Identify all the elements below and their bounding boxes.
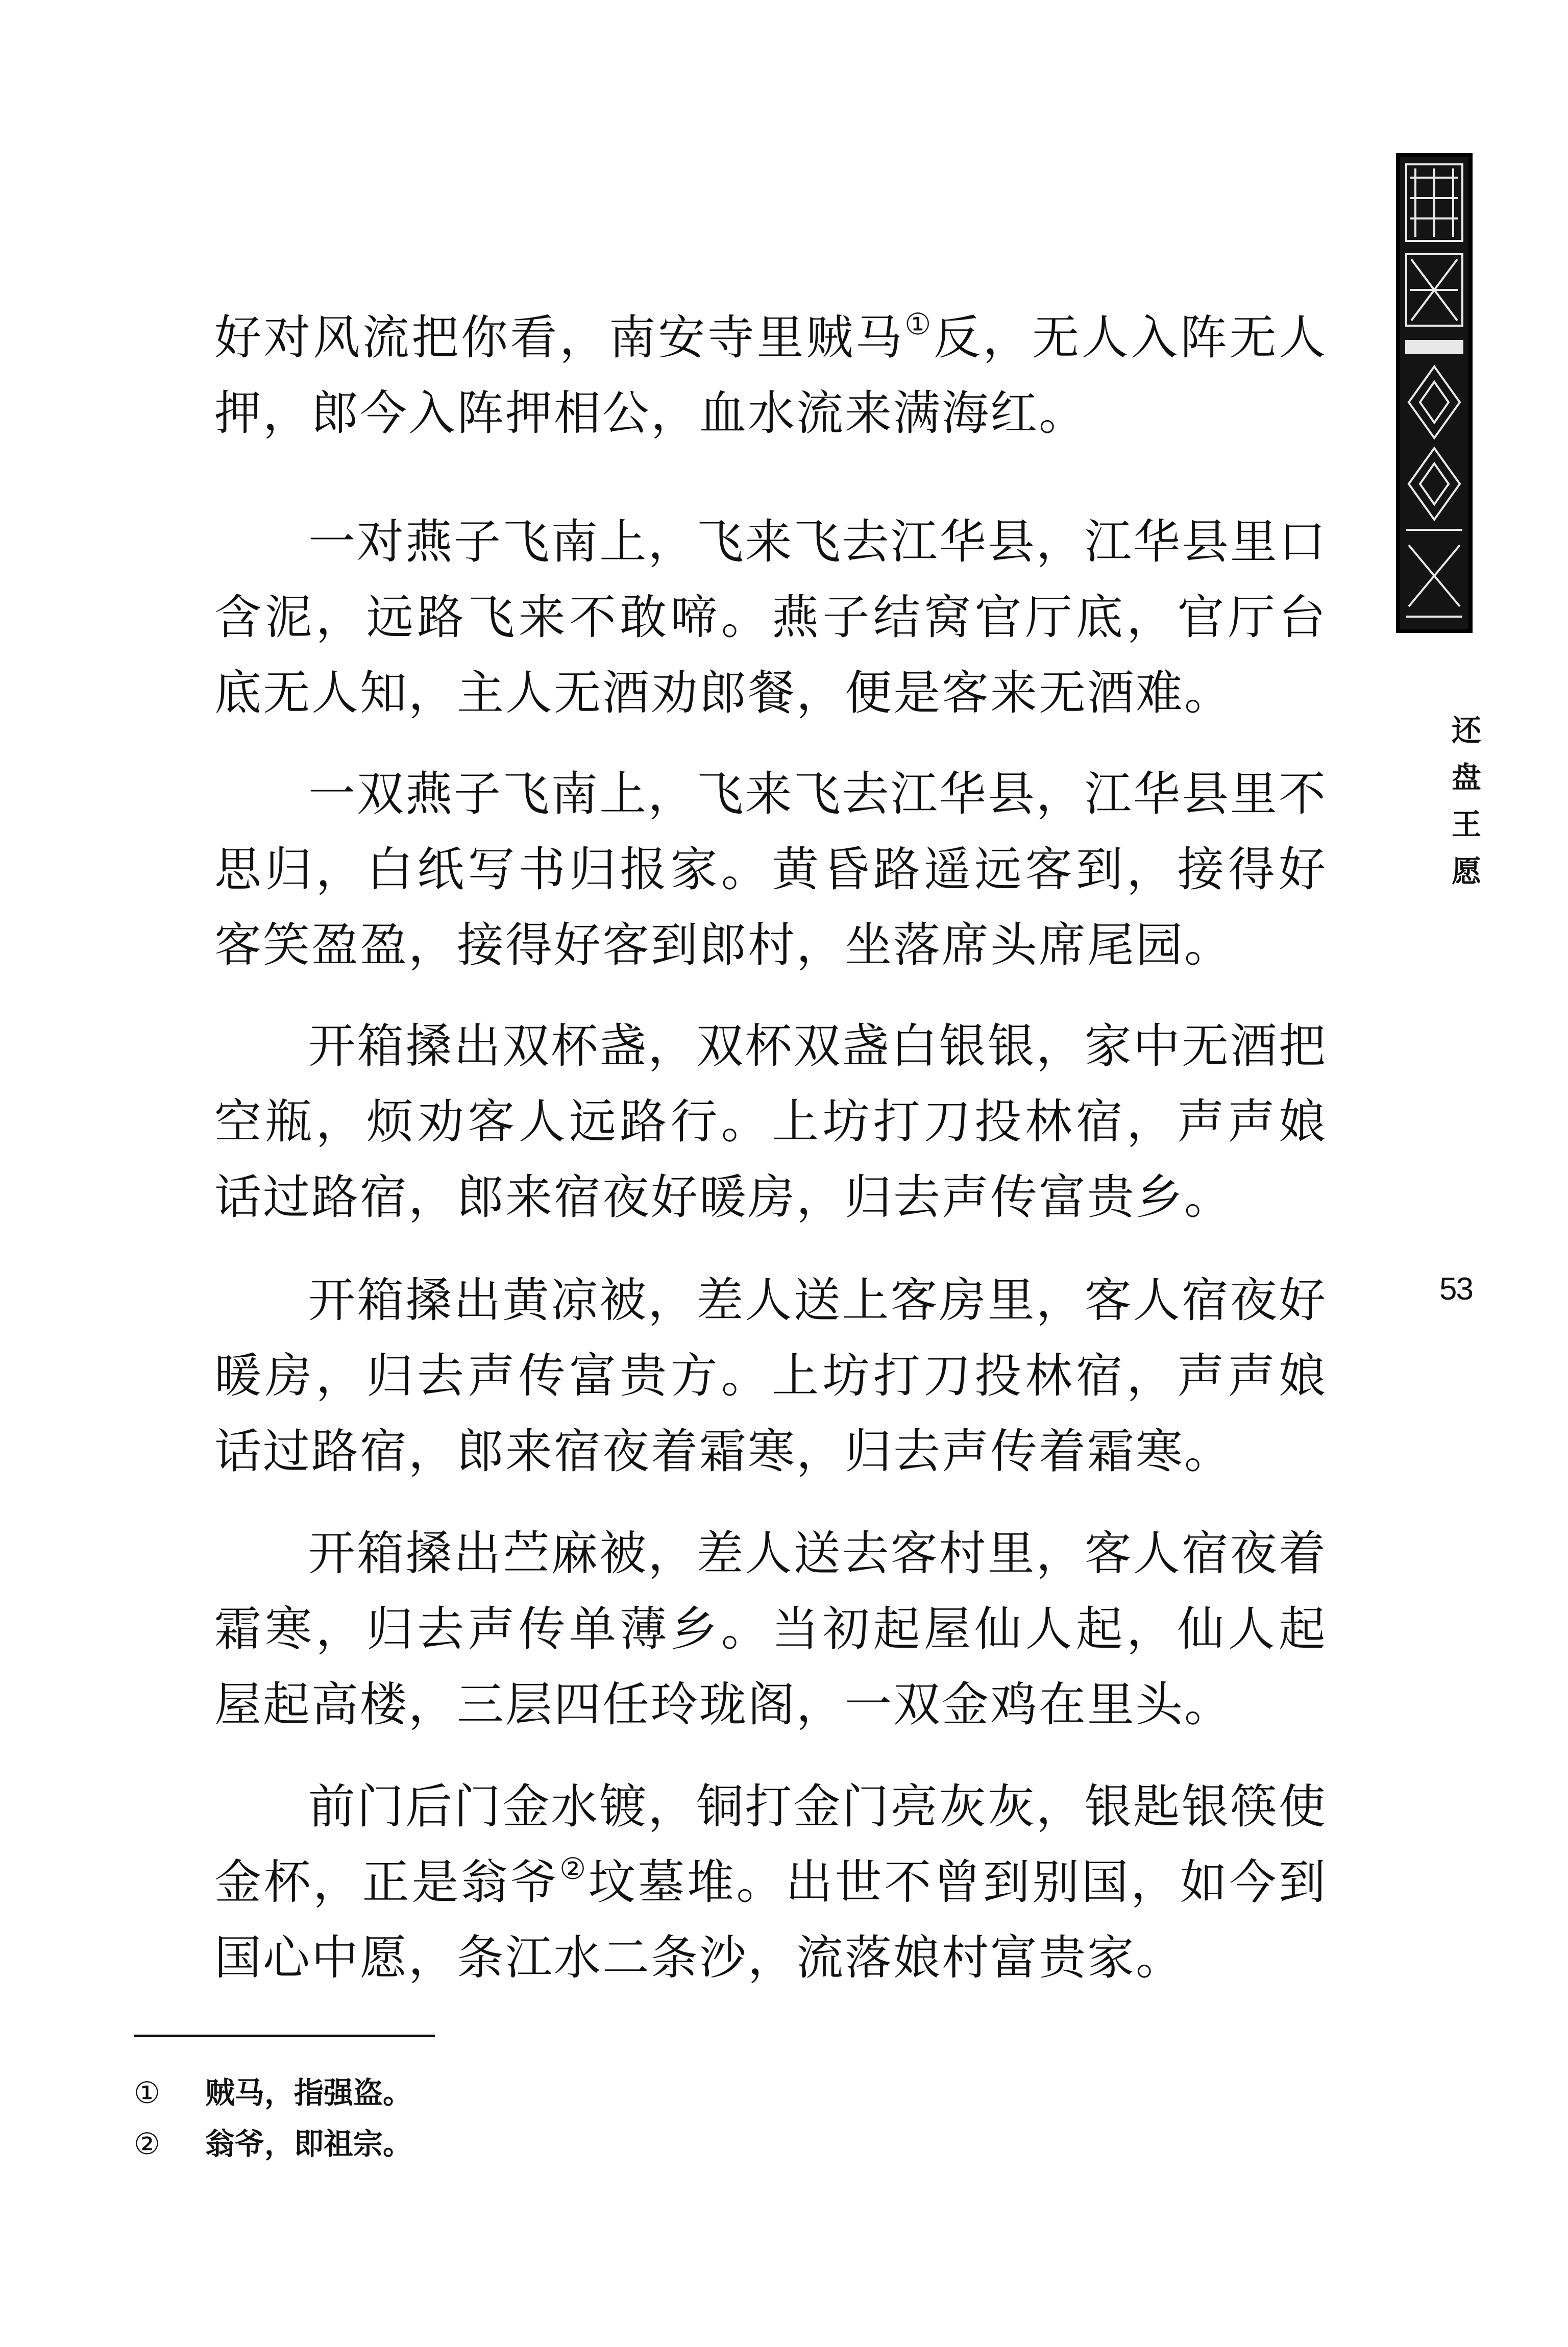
paragraph-text: 前门后门金水镀，铜打金门亮灰灰，银匙银筷使金杯，正是翁爷 [214, 1779, 1327, 1910]
paragraph-text: 坟墓堆。出世不曾到别国，如今到国心中愿，条江水二条沙，流落娘村富贵家。 [214, 1855, 1327, 1985]
section-title-char: 愿 [1451, 854, 1481, 889]
section-title-char: 盘 [1451, 760, 1481, 795]
footnote-text: 贼马，指强盗。 [205, 2075, 413, 2110]
footnote [134, 2123, 412, 2164]
paragraph: 一对燕子飞南上，飞来飞去江华县，江华县里口含泥，远路飞来不敢啼。燕子结窝官厅底，官厅台底无人知，主人无酒劝郎餐，便是客来无酒难。 [214, 515, 1327, 720]
section-title-vertical [1449, 707, 1484, 895]
footnote [134, 2072, 412, 2113]
footnote-divider [134, 2035, 435, 2037]
paragraph: 一双燕子飞南上，飞来飞去江华县，江华县里不思归，白纸写书归报家。黄昏路遥远客到，接得好客笑盈盈，接得好客到郎村，坐落席头席尾园。 [214, 767, 1327, 972]
paragraph: 开箱搡出双杯盏，双杯双盏白银银，家中无酒把空瓶，烦劝客人远路行。上坊打刀投林宿，声声娘话过路宿，郎来宿夜好暖房，归去声传富贵乡。 [214, 1019, 1327, 1225]
footnote-mark: ① [134, 2075, 160, 2110]
section-title-char: 还 [1451, 713, 1481, 748]
paragraph: 开箱搡出黄凉被，差人送上客房里，客人宿夜好暖房，归去声传富贵方。上坊打刀投林宿，声声娘话过路宿，郎来宿夜着霜寒，归去声传着霜寒。 [214, 1273, 1327, 1479]
footnote-text: 翁爷，即祖宗。 [205, 2126, 413, 2161]
section-title-char: 王 [1451, 807, 1481, 842]
page-number: 53 [1439, 1272, 1473, 1307]
footnote-mark: ② [134, 2126, 160, 2161]
footnote-ref: ① [904, 307, 934, 341]
side-ornament [1396, 153, 1473, 633]
footnote-ref: ② [559, 1851, 589, 1886]
paragraph-text: 反，无人入阵无人押，郎今入阵押相公，血水流来满海红。 [214, 310, 1327, 441]
paragraph-text: 好对风流把你看，南安寺里贼马 [214, 310, 905, 365]
paragraph [214, 1769, 1327, 1996]
paragraph [214, 300, 1327, 451]
paragraph: 开箱搡出苎麻被，差人送去客村里，客人宿夜着霜寒，归去声传单薄乡。当初起屋仙人起，仙人起屋起高楼，三层四任玲珑阁，一双金鸡在里头。 [214, 1526, 1327, 1732]
